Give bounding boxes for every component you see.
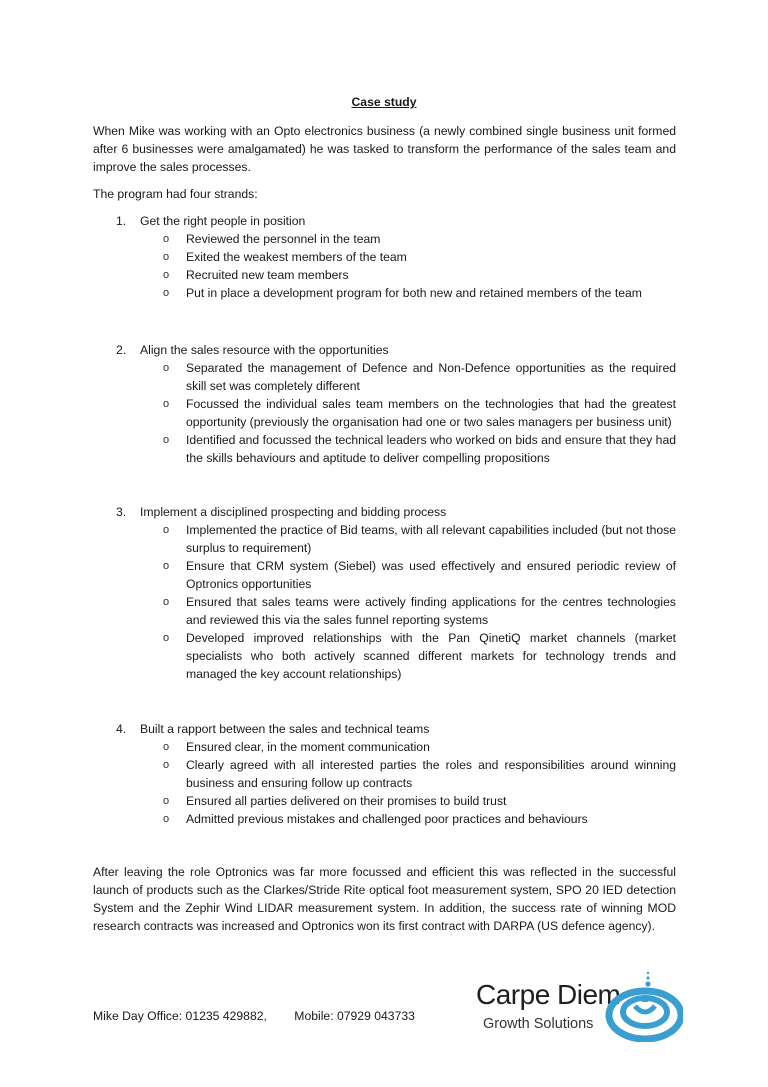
strand-heading	[93, 720, 676, 738]
strand-3	[93, 503, 676, 683]
hollow-bullet-icon: o	[163, 269, 170, 281]
strand-1	[93, 212, 676, 302]
hollow-bullet-icon: o	[163, 795, 170, 807]
list-item: o Put in place a development program for both new and retained members of the team	[163, 286, 642, 300]
page-title: Case study	[351, 95, 417, 109]
hollow-bullet-icon: o	[163, 596, 170, 608]
hollow-bullet-icon: o	[163, 632, 170, 644]
water-ripple-icon	[601, 970, 683, 1042]
list-item: o Ensure that CRM system (Siebel) was used effectively and ensured periodic review of Optronics opportunities	[163, 559, 676, 591]
strand-number: 2.	[116, 343, 127, 357]
strand-heading-text: Implement a disciplined prospecting and bidding process	[140, 505, 447, 519]
strands-intro: The program had four strands:	[93, 187, 258, 201]
list-item: o Identified and focussed the technical leaders who worked on bids and ensure that they had the skills behaviours and aptitude to deliver compelling propositions	[163, 433, 676, 465]
office-phone: Mike Day Office: 01235 429882,	[93, 1009, 267, 1023]
list-item: o Ensured all parties delivered on their promises to build trust	[163, 794, 507, 808]
list-item: o Ensured that sales teams were actively finding applications for the centres technologies and reviewed this via the sales funnel reporting systems	[163, 595, 676, 627]
footer-contact	[93, 1007, 415, 1025]
list-item: o Developed improved relationships with the Pan QinetiQ market channels (market specialists who both actively scanned different markets for technology trends and managed the key account relationships)	[163, 631, 676, 681]
hollow-bullet-icon: o	[163, 362, 170, 374]
hollow-bullet-icon: o	[163, 251, 170, 263]
strand-number: 4.	[116, 722, 127, 736]
list-item: o Admitted previous mistakes and challenged poor practices and behaviours	[163, 812, 588, 826]
hollow-bullet-icon: o	[163, 398, 170, 410]
list-item: o Reviewed the personnel in the team	[163, 232, 381, 246]
list-item: o Implemented the practice of Bid teams, with all relevant capabilities included (but not those surplus to requirement)	[163, 523, 676, 555]
strand-heading	[93, 212, 676, 230]
hollow-bullet-icon: o	[163, 287, 170, 299]
list-item: o Recruited new team members	[163, 268, 349, 282]
strand-heading-text: Built a rapport between the sales and technical teams	[140, 722, 430, 736]
conclusion-paragraph: After leaving the role Optronics was far more focussed and efficient this was reflected in the successful launch of products such as the Clarkes/Stride Rite optical foot measurement system, SPO 20 IED detection System and the Zephir Wind LIDAR measurement system. In addition, the success rate of winning MOD research contracts was increased and Optronics won its first contract with DARPA (US defence agency).	[93, 865, 676, 933]
hollow-bullet-icon: o	[163, 741, 170, 753]
list-item: o Ensured clear, in the moment communication	[163, 740, 430, 754]
strand-4	[93, 720, 676, 828]
list-item: o Exited the weakest members of the team	[163, 250, 407, 264]
hollow-bullet-icon: o	[163, 560, 170, 572]
mobile-phone: Mobile: 07929 043733	[294, 1009, 415, 1023]
strand-heading-text: Align the sales resource with the opportunities	[140, 343, 389, 357]
list-item: o Separated the management of Defence and Non-Defence opportunities as the required skill set was completely different	[163, 361, 676, 393]
hollow-bullet-icon: o	[163, 759, 170, 771]
list-item: o Clearly agreed with all interested parties the roles and responsibilities around winning business and ensuring follow up contracts	[163, 758, 676, 790]
list-item: o Focussed the individual sales team members on the technologies that had the greatest opportunity (previously the organisation had one or two sales managers per business unit)	[163, 397, 676, 429]
hollow-bullet-icon: o	[163, 524, 170, 536]
logo-name: Carpe Diem	[476, 979, 621, 1010]
logo-tagline: Growth Solutions	[483, 1016, 594, 1032]
strand-heading	[93, 503, 676, 521]
intro-paragraph: When Mike was working with an Opto electronics business (a newly combined single business unit formed after 6 businesses were amalgamated) he was tasked to transform the performance of the sales team and improve the sales processes.	[93, 124, 676, 174]
hollow-bullet-icon: o	[163, 233, 170, 245]
strand-number: 1.	[116, 214, 127, 228]
hollow-bullet-icon: o	[163, 434, 170, 446]
company-logo	[473, 970, 688, 1045]
strand-2	[93, 341, 676, 467]
hollow-bullet-icon: o	[163, 813, 170, 825]
strand-heading-text: Get the right people in position	[140, 214, 306, 228]
strand-number: 3.	[116, 505, 127, 519]
strand-heading	[93, 341, 676, 359]
